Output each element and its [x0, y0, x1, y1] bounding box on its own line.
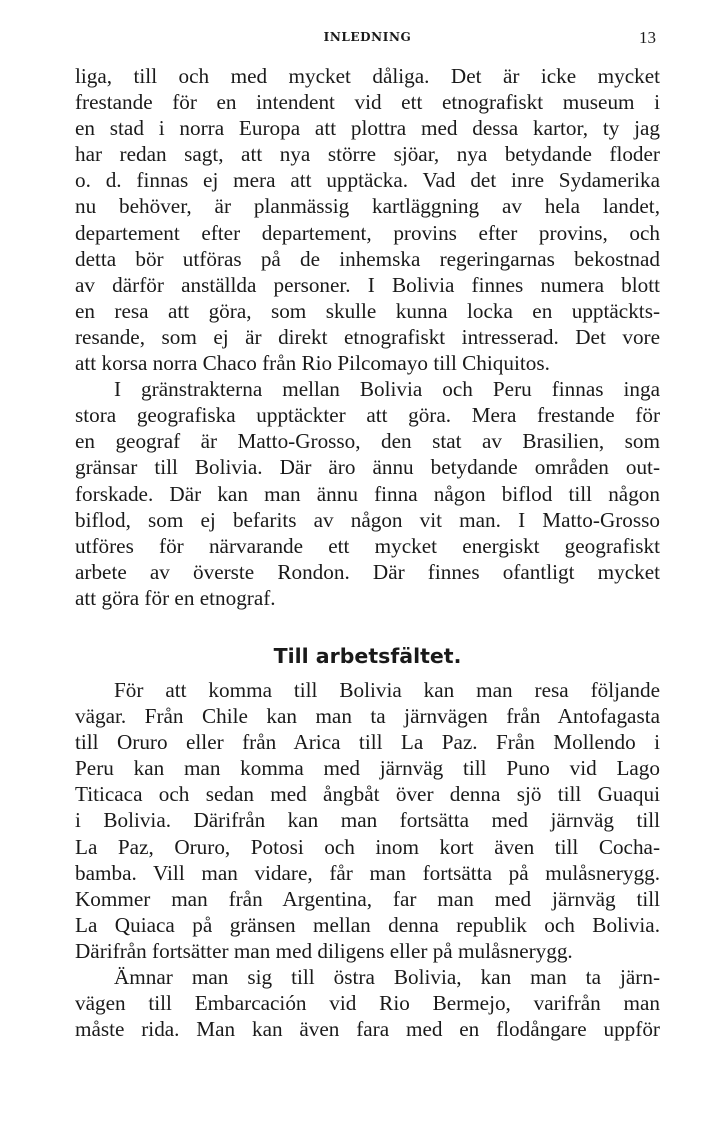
text-line: en geograf är Matto-Grosso, den stat av Brasilien, som — [75, 429, 660, 454]
section-heading: Till arbetsfältet. — [273, 644, 462, 668]
text-line: forskade. Där kan man ännu finna någon biflod till någon — [75, 481, 660, 506]
text-line: att korsa norra Chaco från Rio Pilcomayo till Chiquitos. — [75, 351, 550, 376]
text-line: en stad i norra Europa att plottra med dessa kartor, ty jag — [75, 116, 660, 141]
paragraph-start-line: Ämnar man sig till östra Bolivia, kan man ta järn- — [114, 965, 660, 990]
text-line: måste rida. Man kan även fara med en flodångare uppför — [75, 1017, 660, 1042]
text-line: arbete av överste Rondon. Där finnes ofantligt mycket — [75, 559, 660, 584]
text-line: att göra för en etnograf. — [75, 585, 276, 610]
text-line: av därför anställda personer. I Bolivia finnes numera blott — [75, 272, 660, 297]
running-head — [75, 28, 660, 48]
text-line: vägen till Embarcación vid Rio Bermejo, varifrån man — [75, 991, 660, 1016]
text-line: har redan sagt, att nya större sjöar, nya betydande floder — [75, 142, 660, 167]
text-line: liga, till och med mycket dåliga. Det är icke mycket — [75, 64, 660, 88]
text-line: Därifrån fortsätter man med diligens eller på mulåsnerygg. — [75, 938, 573, 963]
text-line: vägar. Från Chile kan man ta järnvägen från Antofagasta — [75, 704, 660, 729]
paragraph-start-line: I gränstrakterna mellan Bolivia och Peru finnas inga — [114, 377, 660, 402]
text-line: gränsar till Bolivia. Där äro ännu betydande områden out- — [75, 455, 660, 480]
text-line: resande, som ej är direkt etnografiskt intresserad. Det vore — [75, 324, 660, 349]
text-line: o. d. finnas ej mera att upptäcka. Vad det inre Sydamerika — [75, 168, 660, 193]
text-line: Kommer man från Argentina, far man med järnväg till — [75, 886, 660, 911]
body-text-section-2 — [75, 677, 660, 1042]
text-line: detta bör utföras på de inhemska regeringarnas bekostnad — [75, 246, 660, 271]
text-line: La Quiaca på gränsen mellan denna republik och Bolivia. — [75, 912, 660, 937]
running-title: INLEDNING — [323, 30, 412, 44]
text-line: nu behöver, är planmässig kartläggning av hela landet, — [75, 194, 660, 219]
body-text-section-1 — [75, 63, 660, 611]
text-line: till Oruro eller från Arica till La Paz. Från Mollendo i — [75, 730, 660, 755]
text-line: i Bolivia. Därifrån kan man fortsätta med järnväg till — [75, 808, 660, 833]
text-line: La Paz, Oruro, Potosi och inom kort även till Cocha- — [75, 834, 660, 859]
page-number: 13 — [639, 28, 656, 47]
paragraph-start-line: För att komma till Bolivia kan man resa följande — [114, 678, 660, 702]
text-line: Titicaca och sedan med ångbåt över denna sjö till Guaqui — [75, 782, 660, 807]
text-line: utföres för närvarande ett mycket energiskt geografiskt — [75, 533, 660, 558]
text-line: stora geografiska upptäckter att göra. Mera frestande för — [75, 403, 660, 428]
text-line: bamba. Vill man vidare, får man fortsätta på mulåsnerygg. — [75, 860, 660, 885]
text-line: en resa att göra, som skulle kunna locka en upptäckts- — [75, 298, 660, 323]
text-line: biflod, som ej befarits av någon vit man. I Matto-Grosso — [75, 507, 660, 532]
text-line: Peru kan man komma med järnväg till Puno vid Lago — [75, 756, 660, 781]
text-line: frestande för en intendent vid ett etnografiskt museum i — [75, 90, 660, 115]
text-line: departement efter departement, provins efter provins, och — [75, 220, 660, 245]
